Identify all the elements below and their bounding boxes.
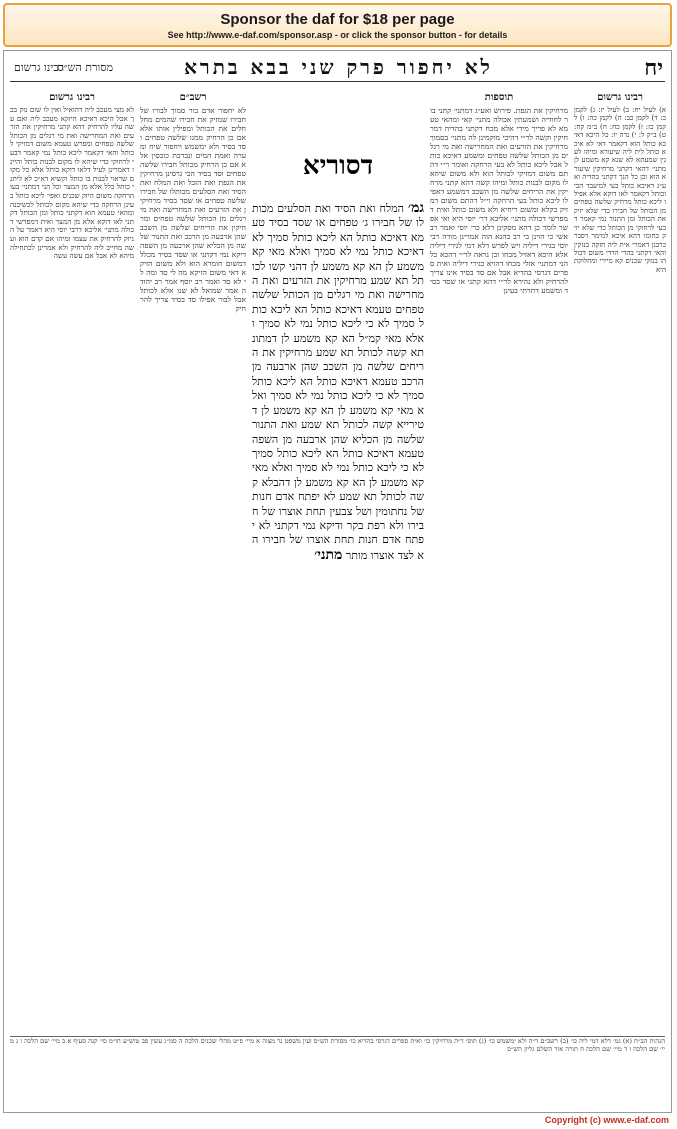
- commentary-label: רבינו גרשום: [14, 61, 64, 74]
- folio-number: יח: [644, 55, 663, 81]
- side-left-text: לא מצי מעכב ליה דהואיל ואין לו שום נזק בכך אבל היכא דאיכא היזקא מעכב ליה ואם עשה עליו להרחיק דהא קתני מרחיקין את הזרעים ואת המחרישה ואת מי רגלים מן הכותל שלשה טפחים ומפרש טעמא משום דמזיקי לכותל והאי דקאמר ליכא כותל נמי קאמר דבעי לרחוקי כדי שיהא לו מקום לבנות כותל והיינו דאמרינן לעיל דלאו דוקא כותל אלא כל מקום שראוי לבנות בו כותל וקשיא דא״כ לא ליתני כותל כלל אלא מן המצר וכל הני דמתני׳ בעו הרחקה משום היזק שכנים ואפי׳ ליכא כותל בעינן הרחקה כדי שיהא מקום לכותל לכשיבנה ומהאי טעמא הוא דקתני כותל ומן הכותל דקתני לאו דוקא אלא מן המצר ואית דמפרשי דכולה מתני׳ אליבא דרבי יוסי היא דאמר על הניזק להרחיק את עצמו ומיהו אם קדם הוא ועשה מחייב ליה להרחיק ולא אמרינן לכתחילה מיהא לא אבל אם עשה עשה: [10, 105, 134, 261]
- copyright-link[interactable]: Copyright (c) www.e-daf.com: [544, 1115, 669, 1125]
- side-left-heading: רבינו גרשום: [49, 92, 95, 103]
- side-commentary-left: [10, 89, 134, 1029]
- gemara-heading: גמ׳: [407, 201, 424, 216]
- page-title: לא יחפור פרק שני בבא בתרא: [184, 55, 493, 79]
- rashi-heading: רשב״ם: [179, 92, 207, 103]
- header-rule: [10, 81, 665, 82]
- page-header: [4, 55, 672, 81]
- side-right-text: א) לעיל יח: ב) לעיל יז: ג) לקמן כ: ד) לקמן כב: ה) לקמן כה: ו) לקמן כז: ז) לקמן כח: ח) ב״מ קח: ט) ב״ק ל: י) נדה יז: כל היכא דאיכא כותל הוא דקאמר דאי לא איכא כותל לית ליה שיעורא ומיהו לענין שמעתא לא שנא קא משמע לן מתני׳ דהאי דקתני מרחיקין שיעורא הוא וכן כל הנך דקתני בהדיה ואע״ג דאיכא כותל בעי למיעבד הכי וכותל דקאמר לאו דוקא אלא אפילו ליכא כותל מרחיק שלשה טפחים מן הכותל של חבירו כדי שלא יזיק את הכותל ומן התנור נמי קאמר דבעי לרחוקי מן הכותל כדי שלא יזיק בחומו דהא איכא למימר דסבר כרבנן דאמרי אית ליה חזקה בנזקין והאי דקתני בהדי הדדי משום דכולהו בנזקי שכנים קא מיירי ומחלוקת היא: [574, 106, 666, 274]
- footnote-text: הגהות הב״ח (א) גמ׳ דלא דמי ליה כו׳ (ב) רשב״ם ד״ה ולא ימשמש כו׳ (ג) תוס׳ ד״ה מרחיקין כו׳ ואית ספרים דגרסי בהדיא כו׳ מסורת הש״ס ועין משפט נר מצוה א מיי׳ פ״ט מהל׳ שכנים הלכה ה סמ״ג עשין פב טוש״ע חו״מ סי׳ קנה סעיף א ב מיי׳ שם הלכה ו ג מיי׳ שם הלכה ז ד מיי׳ שם הלכה ח תורה אור השלם גליון הש״ס: [10, 1037, 665, 1053]
- mishna-heading: מתני׳: [314, 546, 343, 563]
- gemara-column: [252, 201, 424, 901]
- sponsor-link[interactable]: See http://www.e-daf.com/sponsor.asp - or click the sponsor button - for details: [167, 30, 508, 40]
- sponsor-title[interactable]: Sponsor the daf for $18 per page: [220, 11, 455, 28]
- rashi-column: [140, 89, 246, 1029]
- tosafot-heading: תוספות: [484, 92, 514, 103]
- gemara-opening-word: דסוריא: [302, 151, 374, 181]
- gemara-text: המלח ואת הסיד ואת הסלעים מכותלו של חבירו ג׳ טפחים או שסד בסיד טעמא דאיכא כותל הא ליכא כותל סמיך לא דאיכא כותל נמי לא סמיך ואלא מאי קא משמע לן הא קא משמע לן דהני קשו לכותל תא שמע מרחיקין את הזרעים ואת המחרישה ואת מי רגלים מן הכותל שלשה טפחים טעמא דאיכא כותל הא ליכא כותל סמיך לא כי ליכא כותל נמי לא סמיך ואלא מאי קמ״ל הא קא משמע לן דמתונתא קשה לכותל תא שמע מרחיקין את הריחים שלשה מן השכב שהן ארבעה מן הרכב טעמא דאיכא כותל הא ליכא כותל סמיך לא כי ליכא כותל נמי לא סמיך ואלא מאי קא משמע לן הא קא משמע לן דטירייא קשה לכותל תא שמע ואת התנור שלשה מן הכליא שהן ארבעה מן השפה טעמא דאיכא כותל הא ליכא כותל סמיך לא כי ליכא כותל נמי לא סמיך ואלא מאי קא משמע לן הא קא משמע לן דהבלא קשה לכותל תא שמע לא יפתח אדם חנות של נחתומין ושל צבעין תחת אוצרו של חבירו ולא רפת בקר ודיקא נמי דקתני לא יפתח אדם חנות תחת אוצרו של חבירו הא לצד אוצרו מותר: [252, 202, 424, 562]
- tosafot-text: מרחיקין את הגפת. פירוש ואע״ג דמתני׳ קתני בור לחודיה ושמעתין אכולה מתני׳ קאי ומהאי טעמא לא פריך מידי אלא מכח דקתני בהדיה דמרחיקין וקשה לר״י דהיכי מוקמינן לה מתני׳ בסמוך מרחיקין את הזרעים ואת המחרישה ואת מי רגלים מן הכותל שלשה טפחים ומשמע דאיכא כותל אבל ליכא כותל לא בעי הרחקה ואומר ר״י דהתם משום דמזיקי לכותל הוא ולא משום שיהא לו מקום לבנות כותל ומיהו קשה דהא קתני מרחיקין את הריחים שלשה מן השכב דמשמע דאפילו ליכא כותל בעי הרחקה וי״ל דהתם משום דמזיק בקלא ומשום ריחיא ולא משום כותל ואית דמפרשי דכולה מתני׳ אליבא דר׳ יוסי היא ואי אפשר לומר כן דהא מסקינן דלא כר׳ יוסי ואמר רב אשי כי הוינן בי רב כהנא הוה אמרינן מודה רבי יוסי בגירי דיליה ויש לפרש דלא דמי לגירי דיליה אלא היכא דאזיל מכחו וכן נראה לר״י דהכא כל הני דמתני׳ אזלי מכחו דהויא כגירי דיליה ואית ספרים דגרסי בהדיא אבל אם סד בסיד אינו צריך להרחיק ולא נהירא לר״י דהא קתני או שסד בסיד ומשמע דתרתי בעינן: [430, 106, 568, 295]
- talmud-page: [3, 50, 672, 1113]
- masoret-label: מסורת הש״ס: [57, 61, 113, 74]
- rashi-text: לא יחפור אדם בור סמוך לבורו של חבירו שמזיק את חבירו שהמים מחלחלים את הכותל ומפילין אותו אלא אם כן הרחיק ממנו שלשה טפחים וסד בסיד ולא ימשמש ויחפור שיח ומערה ואמת המים ונברכת כובסין אלא אם כן הרחיק מכותל חבירו שלשה טפחים וסד בסיד הכי גרסינן מרחיקין את הגפת ואת הזבל ואת המלח ואת הסיד ואת הסלעים מכותלו של חבירו שלשה טפחים או שסד בסיד מרחיקין את הזרעים ואת המחרישה ואת מי רגלים מן הכותל שלשה טפחים ומרחיקין את הריחים שלשה מן השכב שהן ארבעה מן הרכב ואת התנור שלשה מן הכליא שהן ארבעה מן השפה דיקא נמי דקתני או שסד בסיד מכלל דמשום חומרא הוא ולא משום הזיקא דאי משום הזיקא מה לי סד ומה לי לא סד ואמר רב יוסף אמר רב יהודה אמר שמואל לא שנו אלא לכותל אבל לבור אפילו סד בסיד צריך להרחיק: [140, 106, 246, 313]
- side-commentary-right: [574, 89, 666, 1029]
- footnotes-area: [10, 1036, 665, 1107]
- sponsor-banner[interactable]: [3, 3, 672, 47]
- side-right-heading: רבינו גרשום: [597, 92, 643, 103]
- tosafot-column: [430, 89, 568, 1029]
